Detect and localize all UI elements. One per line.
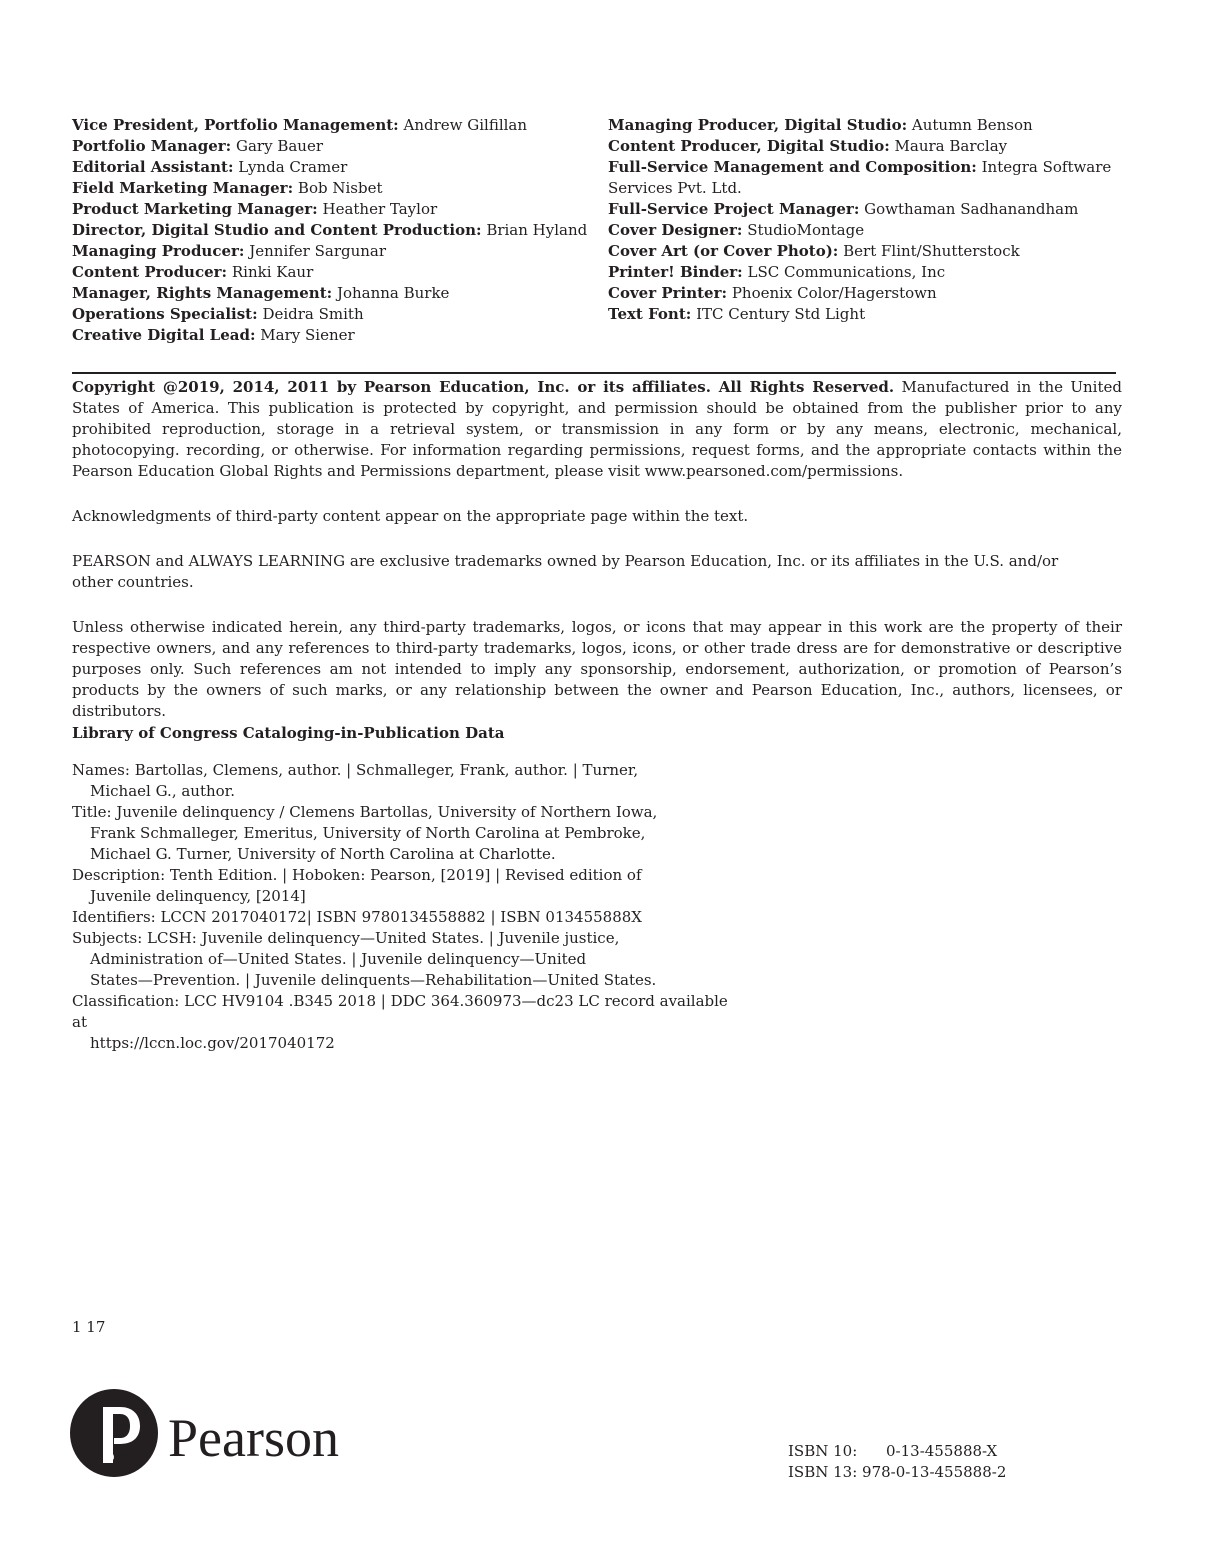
trademarks-paragraph bbox=[72, 551, 1122, 593]
cip-line: Classification: LCC HV9104 .B345 2018 | DDC 364.360973—dc23 LC record available at bbox=[72, 992, 728, 1031]
pearson-logo-mark-icon bbox=[70, 1389, 158, 1477]
credit-role: Managing Producer, Digital Studio: bbox=[608, 116, 908, 134]
credit-role: Vice President, Portfolio Management: bbox=[72, 116, 399, 134]
credit-role: Field Marketing Manager: bbox=[72, 179, 294, 197]
credit-line bbox=[608, 220, 1128, 241]
cip-line: https://lccn.loc.gov/2017040172 bbox=[90, 1034, 335, 1052]
credit-role: Cover Art (or Cover Photo): bbox=[608, 242, 839, 260]
isbn-13-label: ISBN 13: bbox=[788, 1463, 858, 1481]
credit-name: Deidra Smith bbox=[262, 305, 364, 323]
cip-heading: Library of Congress Cataloging-in-Publication Data bbox=[72, 724, 505, 742]
credit-line bbox=[608, 136, 1128, 157]
isbn-13-value: 978-0-13-455888-2 bbox=[862, 1463, 1007, 1481]
trademarks-line-2: other countries. bbox=[72, 573, 194, 591]
credit-role: Director, Digital Studio and Content Production: bbox=[72, 221, 482, 239]
credit-name: Gowthaman Sadhanandham bbox=[864, 200, 1079, 218]
credit-name: Jennifer Sargunar bbox=[249, 242, 387, 260]
credit-name: Gary Bauer bbox=[236, 137, 324, 155]
credit-role: Content Producer, Digital Studio: bbox=[608, 137, 890, 155]
cip-line: Michael G. Turner, University of North Carolina at Charlotte. bbox=[90, 845, 556, 863]
credit-role: Cover Printer: bbox=[608, 284, 728, 302]
credit-line bbox=[72, 262, 592, 283]
print-line: 1 17 bbox=[72, 1318, 106, 1336]
credit-role: Operations Specialist: bbox=[72, 305, 258, 323]
credit-name: Lynda Cramer bbox=[238, 158, 348, 176]
credits-right-column bbox=[608, 115, 1128, 325]
cip-line: Identifiers: LCCN 2017040172| ISBN 9780134558882 | ISBN 013455888X bbox=[72, 908, 642, 926]
credit-role: Cover Designer: bbox=[608, 221, 743, 239]
credit-name: Heather Taylor bbox=[322, 200, 438, 218]
credit-line bbox=[608, 115, 1128, 136]
credit-name: ITC Century Std Light bbox=[696, 305, 866, 323]
credit-name: StudioMontage bbox=[747, 221, 865, 239]
credit-name: Brian Hyland bbox=[486, 221, 588, 239]
credit-role: Content Producer: bbox=[72, 263, 228, 281]
credit-line bbox=[72, 325, 592, 346]
credit-role: Product Marketing Manager: bbox=[72, 200, 318, 218]
pearson-logo bbox=[70, 1383, 400, 1483]
cip-line: Title: Juvenile delinquency / Clemens Bartollas, University of Northern Iowa, bbox=[72, 803, 658, 821]
acknowledgments-paragraph: Acknowledgments of third-party content appear on the appropriate page within the text. bbox=[72, 507, 749, 525]
copyright-block bbox=[72, 377, 1122, 722]
isbn-10-label: ISBN 10: bbox=[788, 1442, 858, 1460]
credit-role: Portfolio Manager: bbox=[72, 137, 232, 155]
cip-line: Michael G., author. bbox=[90, 782, 235, 800]
cip-line: States—Prevention. | Juvenile delinquents—Rehabilitation—United States. bbox=[90, 971, 657, 989]
credit-name: Integra Software Services Pvt. Ltd. bbox=[608, 158, 1112, 197]
isbn-10-value: 0-13-455888-X bbox=[886, 1442, 998, 1460]
credits-left-column bbox=[72, 115, 592, 346]
copyright-notice: Copyright @2019, 2014, 2011 by Pearson Education, Inc. or its affiliates. All Rights Reserved. bbox=[72, 378, 895, 396]
credit-name: LSC Communications, Inc bbox=[747, 263, 946, 281]
isbn-10-row bbox=[788, 1441, 1006, 1462]
credit-role: Manager, Rights Management: bbox=[72, 284, 333, 302]
credit-name: Phoenix Color/Hagerstown bbox=[731, 284, 937, 302]
credit-name: Andrew Gilfillan bbox=[403, 116, 528, 134]
pearson-p-dot bbox=[104, 1452, 114, 1462]
copyright-text: Manufactured in the United States of America. This publication is protected by copyright, and permission should be obtained from the publisher prior to any prohibited reproduction, storage in a retrieval system, or transmission in any form or by any means, electronic, mechanical, photocopying. recording, or otherwise. For information regarding permissions, request forms, and the appropriate contacts within the Pearson Education Global Rights and Permissions department, please visit www.pearsoned.com/permissions. bbox=[72, 378, 1122, 480]
credit-role: Creative Digital Lead: bbox=[72, 326, 256, 344]
credit-role: Text Font: bbox=[608, 305, 692, 323]
cip-line: Administration of—United States. | Juvenile delinquency—United bbox=[90, 950, 587, 968]
credit-name: Mary Siener bbox=[260, 326, 355, 344]
credit-name: Autumn Benson bbox=[911, 116, 1033, 134]
credit-line bbox=[72, 136, 592, 157]
credit-line bbox=[608, 262, 1128, 283]
trademarks-line-1: PEARSON and ALWAYS LEARNING are exclusive trademarks owned by Pearson Education, Inc. or its affiliates in the U.S. and/or bbox=[72, 552, 1059, 570]
credit-name: Bob Nisbet bbox=[297, 179, 383, 197]
isbn-13-row bbox=[788, 1462, 1006, 1483]
credit-name: Johanna Burke bbox=[336, 284, 450, 302]
cip-data bbox=[72, 760, 732, 1054]
isbn-block bbox=[788, 1441, 1006, 1483]
credit-line bbox=[72, 241, 592, 262]
cip-line: Juvenile delinquency, [2014] bbox=[90, 887, 306, 905]
credit-line bbox=[608, 199, 1128, 220]
credit-line bbox=[608, 283, 1128, 304]
credit-role: Full-Service Project Manager: bbox=[608, 200, 860, 218]
credit-line bbox=[72, 304, 592, 325]
cip-line: Frank Schmalleger, Emeritus, University of North Carolina at Pembroke, bbox=[90, 824, 646, 842]
credit-line bbox=[608, 304, 1128, 325]
credit-line bbox=[72, 115, 592, 136]
credit-line bbox=[72, 283, 592, 304]
credit-name: Bert Flint/Shutterstock bbox=[843, 242, 1020, 260]
credit-name: Rinki Kaur bbox=[231, 263, 314, 281]
cip-line: Names: Bartollas, Clemens, author. | Schmalleger, Frank, author. | Turner, bbox=[72, 761, 639, 779]
pearson-wordmark: Pearson bbox=[168, 1408, 339, 1468]
copyright-paragraph bbox=[72, 377, 1122, 482]
credit-role: Managing Producer: bbox=[72, 242, 245, 260]
third-party-paragraph: Unless otherwise indicated herein, any third-party trademarks, logos, or icons that may appear in this work are the property of their respective owners, and any references to third-party trademarks, logos, icons, or other trade dress are for demonstrative or descriptive purposes only. Such references am not intended to imply any sponsorship, endorsement, authorization, or promotion of Pearson’s products by the owners of such marks, or any relationship between the owner and Pearson Education, Inc., authors, licensees, or distributors. bbox=[72, 618, 1122, 720]
credit-role: Full-Service Management and Composition: bbox=[608, 158, 977, 176]
credit-line bbox=[608, 157, 1128, 199]
cip-line: Subjects: LCSH: Juvenile delinquency—United States. | Juvenile justice, bbox=[72, 929, 620, 947]
credit-role: Printer! Binder: bbox=[608, 263, 743, 281]
cip-line: Description: Tenth Edition. | Hoboken: Pearson, [2019] | Revised edition of bbox=[72, 866, 642, 884]
credit-line bbox=[72, 178, 592, 199]
credit-line bbox=[608, 241, 1128, 262]
credit-line bbox=[72, 220, 592, 241]
credit-line bbox=[72, 199, 592, 220]
credit-line bbox=[72, 157, 592, 178]
credit-role: Editorial Assistant: bbox=[72, 158, 234, 176]
divider-rule bbox=[72, 372, 1116, 374]
credit-name: Maura Barclay bbox=[894, 137, 1008, 155]
